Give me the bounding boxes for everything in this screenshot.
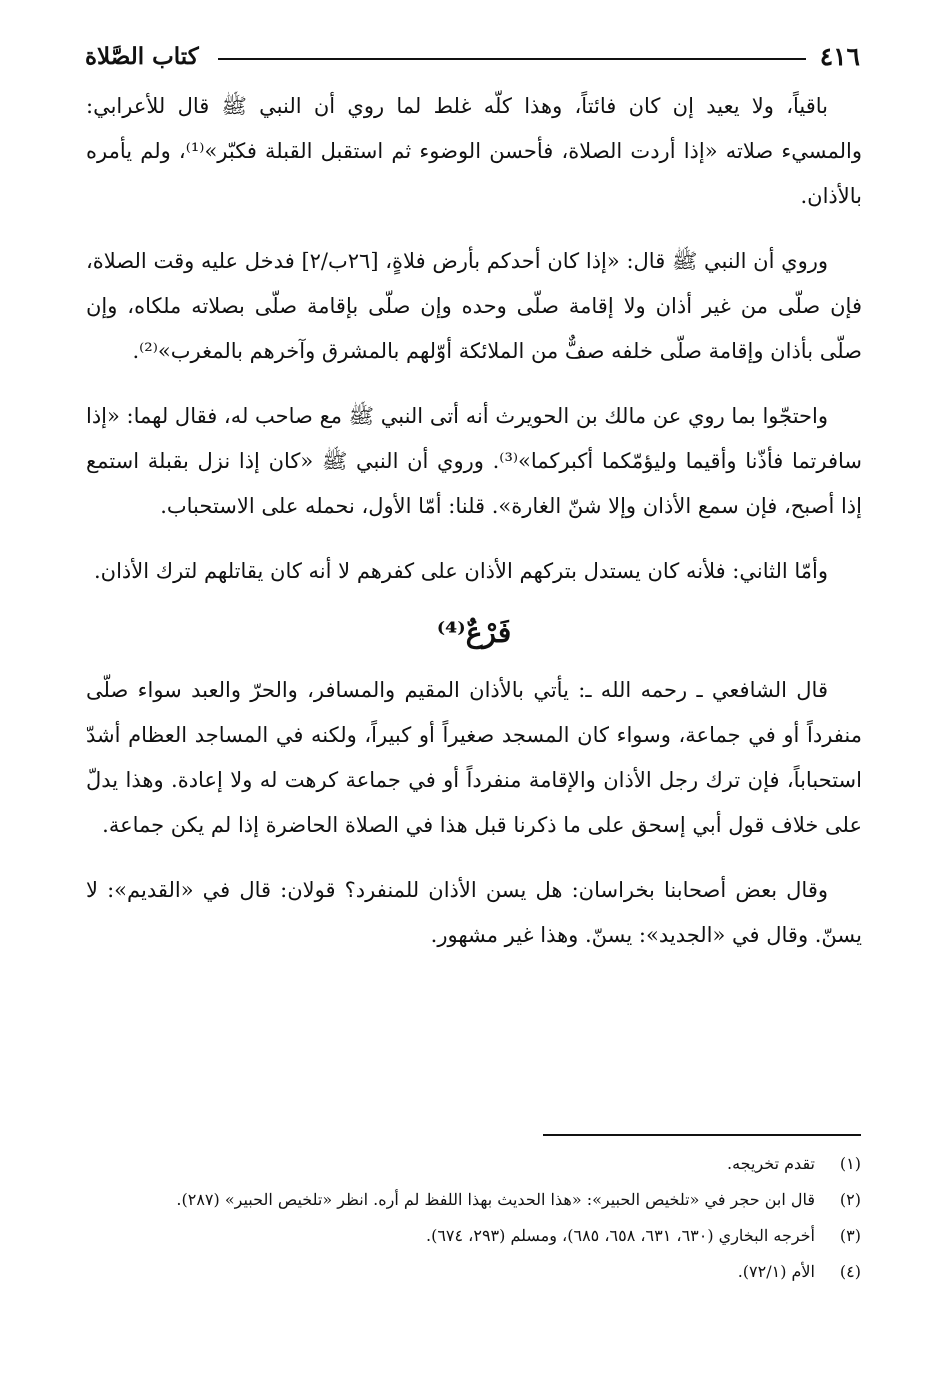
footnote-text: أخرجه البخاري (٦٣٠، ٦٣١، ٦٥٨، ٦٨٥)، ومسلم (٢٩٣، ٦٧٤).	[425, 1226, 815, 1245]
main-text	[86, 84, 862, 958]
footnote-number: (١)	[839, 1154, 861, 1173]
paragraph: واحتجّوا بما روي عن مالك بن الحويرث أنه أتى النبي ﷺ مع صاحب له، فقال لهما: «إذا سافرتما فأذّنا وأقيما وليؤمّكما أكبركما»⁽³⁾. وروي أن النبي ﷺ «كان إذا نزل بقبلة استمع إذا أصبح، فإن سمع الأذان وإلا شنّ الغارة». قلنا: أمّا الأول، نحمله على الاستحباب.	[86, 404, 862, 518]
footnote	[86, 1256, 861, 1288]
paragraph: باقياً، ولا يعيد إن كان فائتاً، وهذا كلّه غلط لما روي أن النبي ﷺ قال للأعرابي: والمسيء صلاته «إذا أردت الصلاة، فأحسن الوضوء ثم استقبل القبلة فكبّر»⁽¹⁾، ولم يأمره بالأذان.	[86, 94, 862, 208]
footnote-number: (٣)	[839, 1226, 861, 1245]
footnote	[86, 1220, 861, 1252]
chapter-title: كتاب الصَّلاة	[85, 42, 199, 70]
footnote-number: (٢)	[839, 1190, 861, 1209]
page-header	[85, 36, 860, 76]
footnote	[86, 1148, 861, 1180]
footnotes	[86, 1148, 861, 1292]
footnote-rule	[543, 1134, 861, 1136]
header-rule	[218, 58, 806, 60]
paragraph: وقال بعض أصحابنا بخراسان: هل يسن الأذان للمنفرد؟ قولان: قال في «القديم»: لا يسنّ. وقال في «الجديد»: يسنّ. وهذا غير مشهور.	[86, 878, 862, 947]
paragraph: وروي أن النبي ﷺ قال: «إذا كان أحدكم بأرض فلاةٍ، [٢٦ب/٢] فدخل عليه وقت الصلاة، فإن صلّى من غير أذان ولا إقامة صلّى وحده وإن صلّى بإقامة صلّى بصلاته ملكاه، وإن صلّى بأذان وإقامة صلّى خلفه صفٌّ من الملائكة أوّلهم بالمشرق وآخرهم بالمغرب»⁽²⁾.	[86, 249, 862, 363]
paragraph: قال الشافعي ـ رحمه الله ـ: يأتي بالأذان المقيم والمسافر، والحرّ والعبد سواء صلّى منفرداً أو في جماعة، وسواء كان المسجد صغيراً أو كبيراً، ولكنه في المساجد العظام أشدّ استحباباً، فإن ترك رجل الأذان والإقامة منفرداً أو في جماعة كرهت له ولا إعادة. وهذا يدلّ على خلاف قول أبي إسحق على ما ذكرنا قبل هذا في الصلاة الحاضرة إذا لم يكن جماعة.	[86, 678, 862, 837]
section-heading: فَرْعٌ⁽⁴⁾	[436, 616, 512, 649]
footnote-number: (٤)	[839, 1262, 861, 1281]
footnote-text: الأم (٧٢/١).	[737, 1262, 815, 1281]
footnote-text: قال ابن حجر في «تلخيص الحبير»: «هذا الحديث بهذا اللفظ لم أره. انظر «تلخيص الحبير» (٢٨٧).	[176, 1190, 815, 1209]
page-number: ٤١٦	[819, 41, 860, 71]
footnote-text: تقدم تخريجه.	[727, 1154, 815, 1173]
footnote	[86, 1184, 861, 1216]
paragraph: وأمّا الثاني: فلأنه كان يستدل بتركهم الأذان على كفرهم لا أنه كان يقاتلهم لترك الأذان.	[93, 559, 828, 583]
